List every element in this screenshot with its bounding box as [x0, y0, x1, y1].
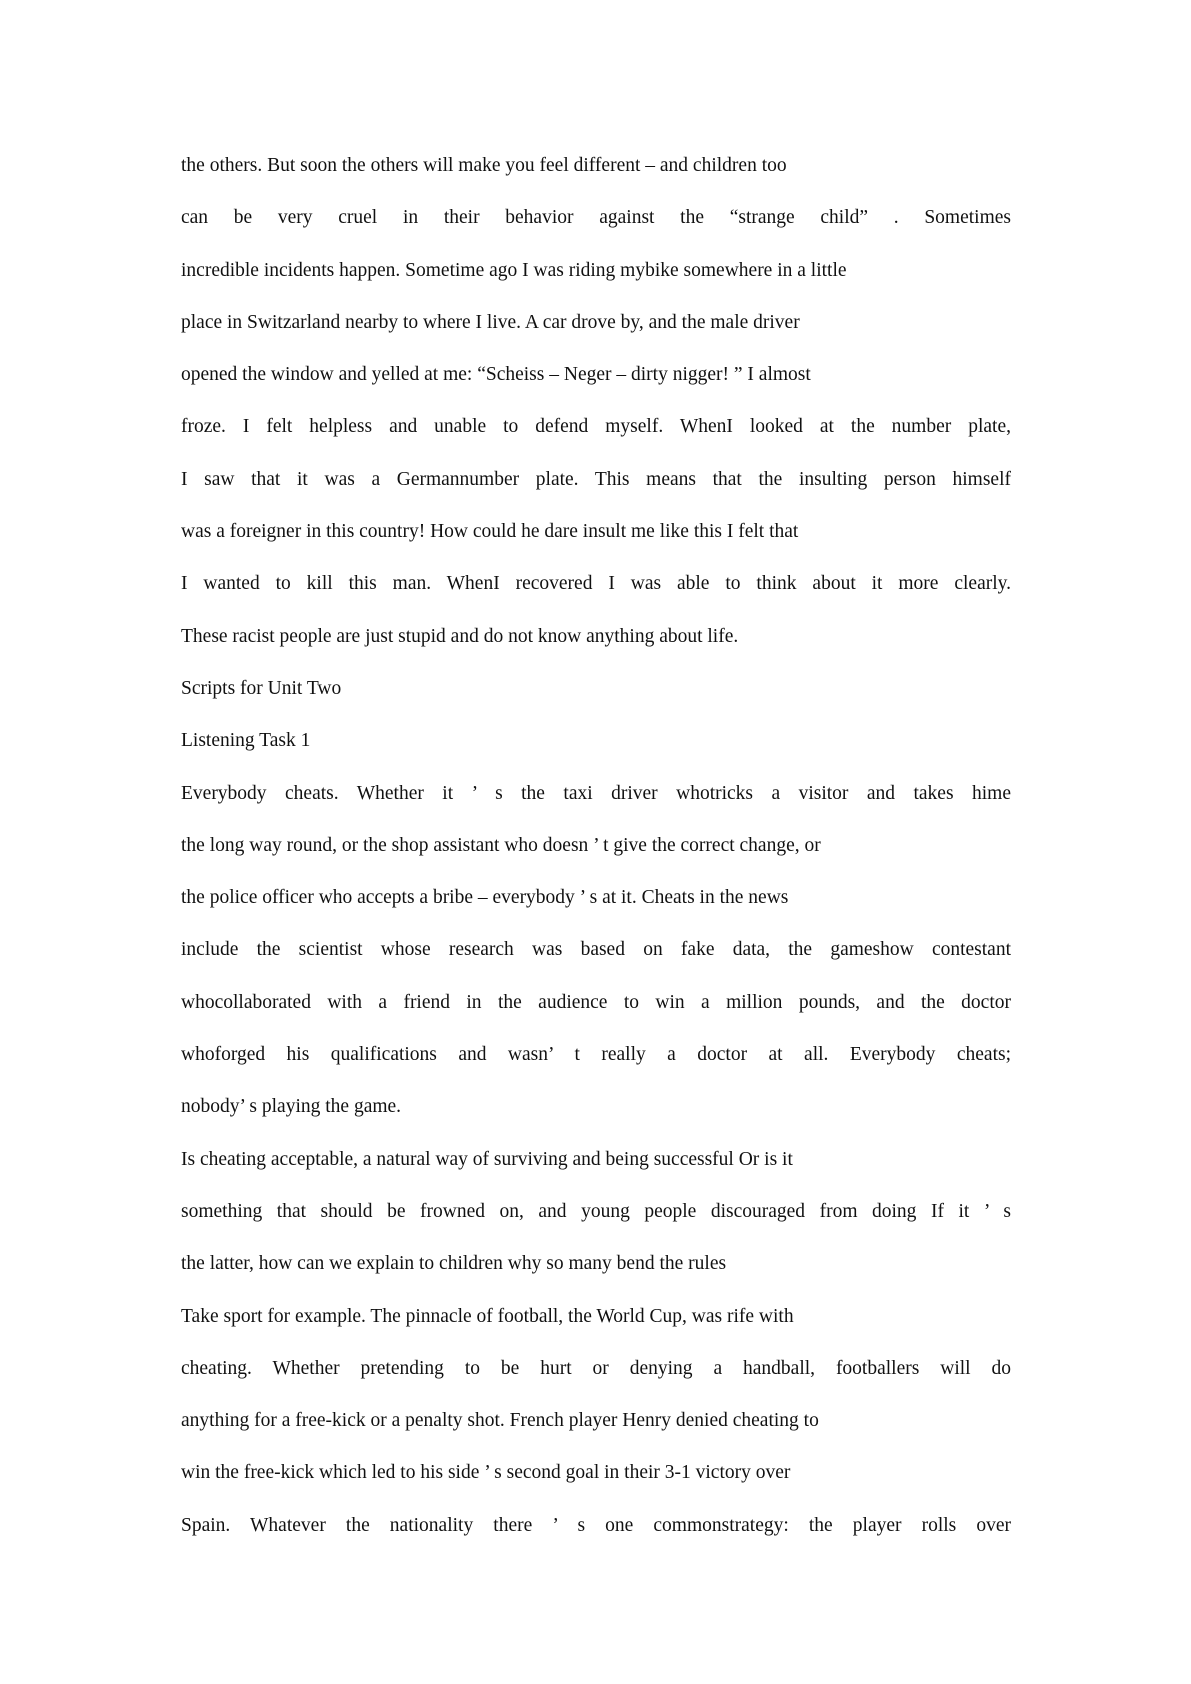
- text-line: whoforged his qualifications and wasn’ t really a doctor at all. Everybody cheats;: [181, 1044, 1011, 1066]
- text-line: whocollaborated with a friend in the audience to win a million pounds, and the doctor: [181, 991, 1011, 1013]
- text-line: the latter, how can we explain to children why so many bend the rules: [181, 1253, 727, 1275]
- text-line: opened the window and yelled at me: “Scheiss – Neger – dirty nigger! ” I almost: [181, 364, 811, 386]
- text-line: froze. I felt helpless and unable to defend myself. WhenI looked at the number plate,: [181, 416, 1011, 438]
- text-line: I wanted to kill this man. WhenI recovered I was able to think about it more clearly.: [181, 573, 1011, 595]
- text-line: include the scientist whose research was based on fake data, the gameshow contestant: [181, 939, 1011, 961]
- text-line: the long way round, or the shop assistant who doesn ’ t give the correct change, or: [181, 834, 821, 856]
- text-line: was a foreigner in this country! How could he dare insult me like this I felt that: [181, 521, 799, 543]
- text-line: Spain. Whatever the nationality there ’ s one commonstrategy: the player rolls over: [181, 1514, 1011, 1536]
- text-line: Listening Task 1: [181, 730, 311, 752]
- text-line: Is cheating acceptable, a natural way of surviving and being successful Or is it: [181, 1148, 793, 1170]
- text-line: place in Switzarland nearby to where I live. A car drove by, and the male driver: [181, 311, 800, 333]
- text-line: the police officer who accepts a bribe – everybody ’ s at it. Cheats in the news: [181, 887, 789, 909]
- text-line: cheating. Whether pretending to be hurt or denying a handball, footballers will do: [181, 1357, 1011, 1379]
- text-line: win the free-kick which led to his side ’ s second goal in their 3-1 victory over: [181, 1462, 791, 1484]
- text-line: nobody’ s playing the game.: [181, 1096, 402, 1118]
- text-line: Scripts for Unit Two: [181, 677, 342, 699]
- text-line: Take sport for example. The pinnacle of football, the World Cup, was rife with: [181, 1305, 794, 1327]
- text-line: can be very cruel in their behavior against the “strange child” . Sometimes: [181, 207, 1011, 229]
- text-line: the others. But soon the others will make you feel different – and children too: [181, 155, 787, 176]
- text-line: I saw that it was a Germannumber plate. This means that the insulting person himself: [181, 468, 1011, 490]
- text-line: something that should be frowned on, and young people discouraged from doing If it ’ s: [181, 1200, 1011, 1222]
- text-line: anything for a free-kick or a penalty shot. French player Henry denied cheating to: [181, 1410, 819, 1432]
- text-line: These racist people are just stupid and do not know anything about life.: [181, 625, 739, 647]
- text-line: Everybody cheats. Whether it ’ s the taxi driver whotricks a visitor and takes hime: [181, 782, 1011, 804]
- body-text: [181, 152, 1011, 1564]
- text-line: incredible incidents happen. Sometime ago I was riding mybike somewhere in a little: [181, 259, 847, 281]
